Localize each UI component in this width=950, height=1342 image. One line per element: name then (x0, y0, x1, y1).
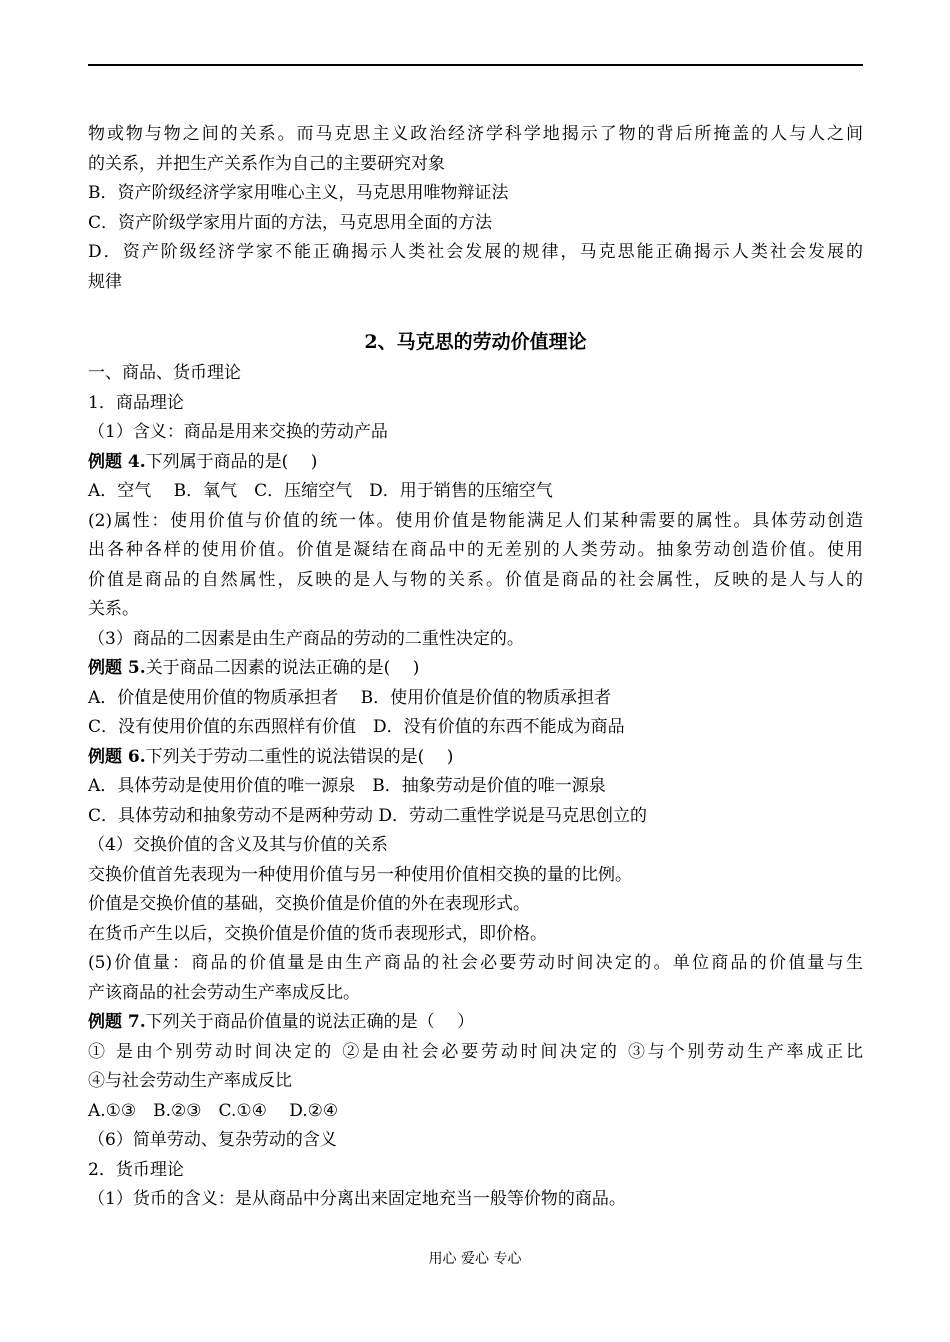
page-body (88, 120, 863, 1215)
page-footer: 用心 爱心 专心 (428, 1251, 522, 1267)
example-question: 下列关于劳动二重性的说法错误的是( ) (145, 746, 454, 767)
paragraph-line: 的关系，并把生产关系作为自己的主要研究对象 (88, 153, 445, 174)
example-options: A．价值是使用价值的物质承担者 B．使用价值是价值的物质承担者 (88, 687, 612, 708)
example-question: 下列关于商品价值量的说法正确的是（ ） (145, 1012, 475, 1032)
paragraph-line: （6）简单劳动、复杂劳动的含义 (88, 1130, 337, 1150)
example-question: 下列属于商品的是( ) (145, 451, 318, 472)
paragraph-line: 价值是商品的自然属性，反映的是人与物的关系。价值是商品的社会属性，反映的是人与人的 (88, 569, 863, 590)
paragraph-line: 产该商品的社会劳动生产率成反比。 (88, 982, 360, 1003)
paragraph-line: 交换价值首先表现为一种使用价值与另一种使用价值相交换的量的比例。 (88, 864, 632, 885)
example-label: 例题 5. (88, 658, 146, 678)
section-title: 2、马克思的劳动价值理论 (364, 331, 587, 353)
paragraph-line: 物或物与物之间的关系。而马克思主义政治经济学科学地揭示了物的背后所掩盖的人与人之间 (88, 124, 863, 144)
heading-money-theory: 2．货币理论 (88, 1159, 184, 1180)
example-answers: A.①③ B.②③ C.①④ D.②④ (88, 1100, 339, 1121)
paragraph-line: 价值是交换价值的基础，交换价值是价值的外在表现形式。 (88, 894, 530, 914)
example-question: 关于商品二因素的说法正确的是( ) (145, 658, 420, 678)
example-options: A．具体劳动是使用价值的唯一源泉 B．抽象劳动是价值的唯一源泉 (88, 776, 606, 796)
paragraph-line: （4）交换价值的含义及其与价值的关系 (88, 835, 388, 855)
header-rule (88, 64, 863, 66)
definition-line: （1）含义：商品是用来交换的劳动产品 (88, 422, 388, 442)
heading-commodity-theory: 1．商品理论 (88, 392, 184, 413)
example-options: ④与社会劳动生产率成反比 (88, 1071, 292, 1091)
example-options: ① 是由个别劳动时间决定的 ②是由社会必要劳动时间决定的 ③与个别劳动生产率成正比 (88, 1041, 863, 1062)
paragraph-line: 出各种各样的使用价值。价值是凝结在商品中的无差别的人类劳动。抽象劳动创造价值。使用 (88, 540, 863, 560)
option-c: C．资产阶级学家用片面的方法，马克思用全面的方法 (88, 212, 493, 233)
paragraph-line: (5)价值量：商品的价值量是由生产商品的社会必要劳动时间决定的。单位商品的价值量与生 (88, 953, 863, 973)
paragraph-line: （1）货币的含义：是从商品中分离出来固定地充当一般等价物的商品。 (88, 1189, 626, 1209)
example-4 (88, 448, 863, 478)
option-b: B．资产阶级经济学家用唯心主义，马克思用唯物辩证法 (88, 183, 509, 203)
paragraph-line: 关系。 (88, 599, 139, 619)
option-d-continued: 规律 (88, 271, 122, 292)
paragraph-line: （3）商品的二因素是由生产商品的劳动的二重性决定的。 (88, 628, 524, 649)
example-6 (88, 743, 863, 773)
option-d: D．资产阶级经济学家不能正确揭示人类社会发展的规律，马克思能正确揭示人类社会发展的 (88, 242, 863, 262)
example-label: 例题 7. (88, 1012, 146, 1032)
example-label: 例题 4. (88, 451, 146, 472)
example-7 (88, 1008, 863, 1038)
example-options: A．空气 B．氧气 C．压缩空气 D．用于销售的压缩空气 (88, 481, 553, 501)
heading-commodity-money: 一、商品、货币理论 (88, 363, 241, 383)
paragraph-line: 在货币产生以后，交换价值是价值的货币表现形式，即价格。 (88, 923, 547, 944)
example-options: C．没有使用价值的东西照样有价值 D．没有价值的东西不能成为商品 (88, 717, 625, 737)
example-5 (88, 654, 863, 684)
example-label: 例题 6. (88, 746, 146, 767)
example-options: C．具体劳动和抽象劳动不是两种劳动 D．劳动二重性学说是马克思创立的 (88, 805, 648, 826)
paragraph-line: (2)属性：使用价值与价值的统一体。使用价值是物能满足人们某种需要的属性。具体劳动创造 (88, 510, 863, 531)
